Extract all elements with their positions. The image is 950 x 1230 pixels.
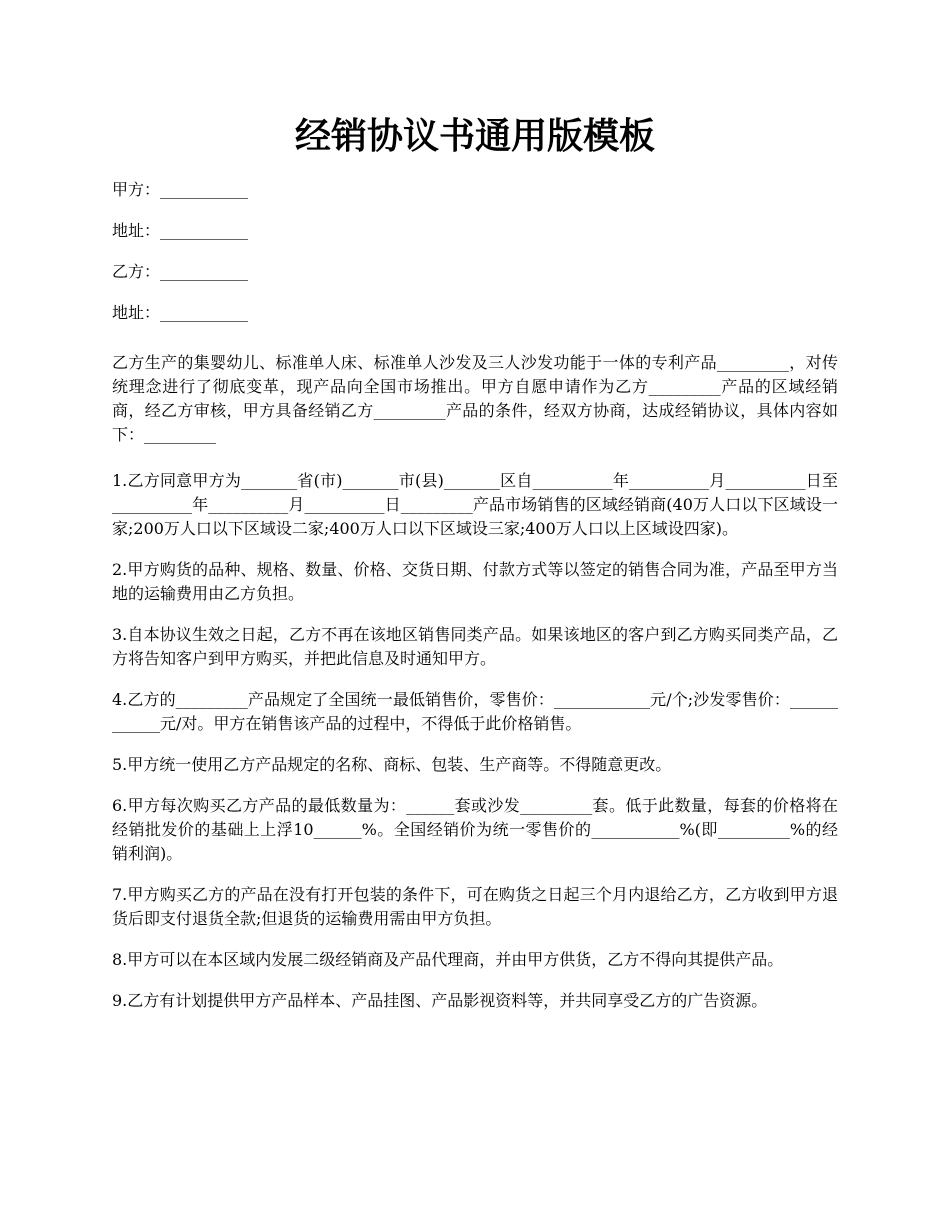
document-body — [112, 178, 838, 1030]
party-a-address-field: 地址：___________ — [112, 221, 249, 240]
clause-6: 6.甲方每次购买乙方产品的最低数量为：______套或沙发_________套。低于此数量，每套的价格将在经销批发价的基础上上浮10______%。全国经销价为统一零售价的___________%(即_________%的经销利润)。 — [112, 796, 838, 863]
clause-8: 8.甲方可以在本区域内发展二级经销商及产品代理商，并由甲方供货，乙方不得向其提供产品。 — [112, 950, 784, 969]
party-a-field: 甲方：___________ — [112, 180, 249, 199]
intro-paragraph: 乙方生产的集婴幼儿、标准单人床、标准单人沙发及三人沙发功能于一体的专利产品_________，对传统理念进行了彻底变革，现产品向全国市场推出。甲方自愿申请作为乙方_________产品的区域经销商，经乙方审核，甲方具备经销乙方_________产品的条件，经双方协商，达成经销协议，具体内容如下：_________ — [112, 353, 838, 444]
clause-7: 7.甲方购买乙方的产品在没有打开包装的条件下，可在购货之日起三个月内退给乙方，乙方收到甲方退货后即支付退货全款;但退货的运输费用需由甲方负担。 — [112, 885, 838, 928]
clause-3: 3.自本协议生效之日起，乙方不再在该地区销售同类产品。如果该地区的客户到乙方购买同类产品，乙方将告知客户到甲方购买，并把此信息及时通知甲方。 — [112, 625, 838, 668]
party-b-address-field: 地址：___________ — [112, 303, 249, 322]
clause-9: 9.乙方有计划提供甲方产品样本、产品挂图、产品影视资料等，并共同享受乙方的广告资源。 — [112, 991, 768, 1010]
clause-5: 5.甲方统一使用乙方产品规定的名称、商标、包装、生产商等。不得随意更改。 — [112, 755, 672, 774]
document-title: 经销协议书通用版模板 — [294, 115, 655, 157]
clause-2: 2.甲方购货的品种、规格、数量、价格、交货日期、付款方式等以签定的销售合同为准，产品至甲方当地的运输费用由乙方负担。 — [112, 560, 838, 603]
clause-1: 1.乙方同意甲方为_______省(市)_______市(县)_______区自__________年__________月__________日至__________年__________月__________日_________产品市场销售的区域经销商(40万人口以下区域设一家;200万人口以下区域设二家;400万人口以下区域设三家;400万人口以上区域设四家)。 — [112, 471, 838, 538]
party-b-field: 乙方：___________ — [112, 262, 249, 281]
clause-4: 4.乙方的_________产品规定了全国统一最低销售价，零售价：____________元/个;沙发零售价：____________元/对。甲方在销售该产品的过程中，不得低于此价格销售。 — [112, 690, 838, 733]
